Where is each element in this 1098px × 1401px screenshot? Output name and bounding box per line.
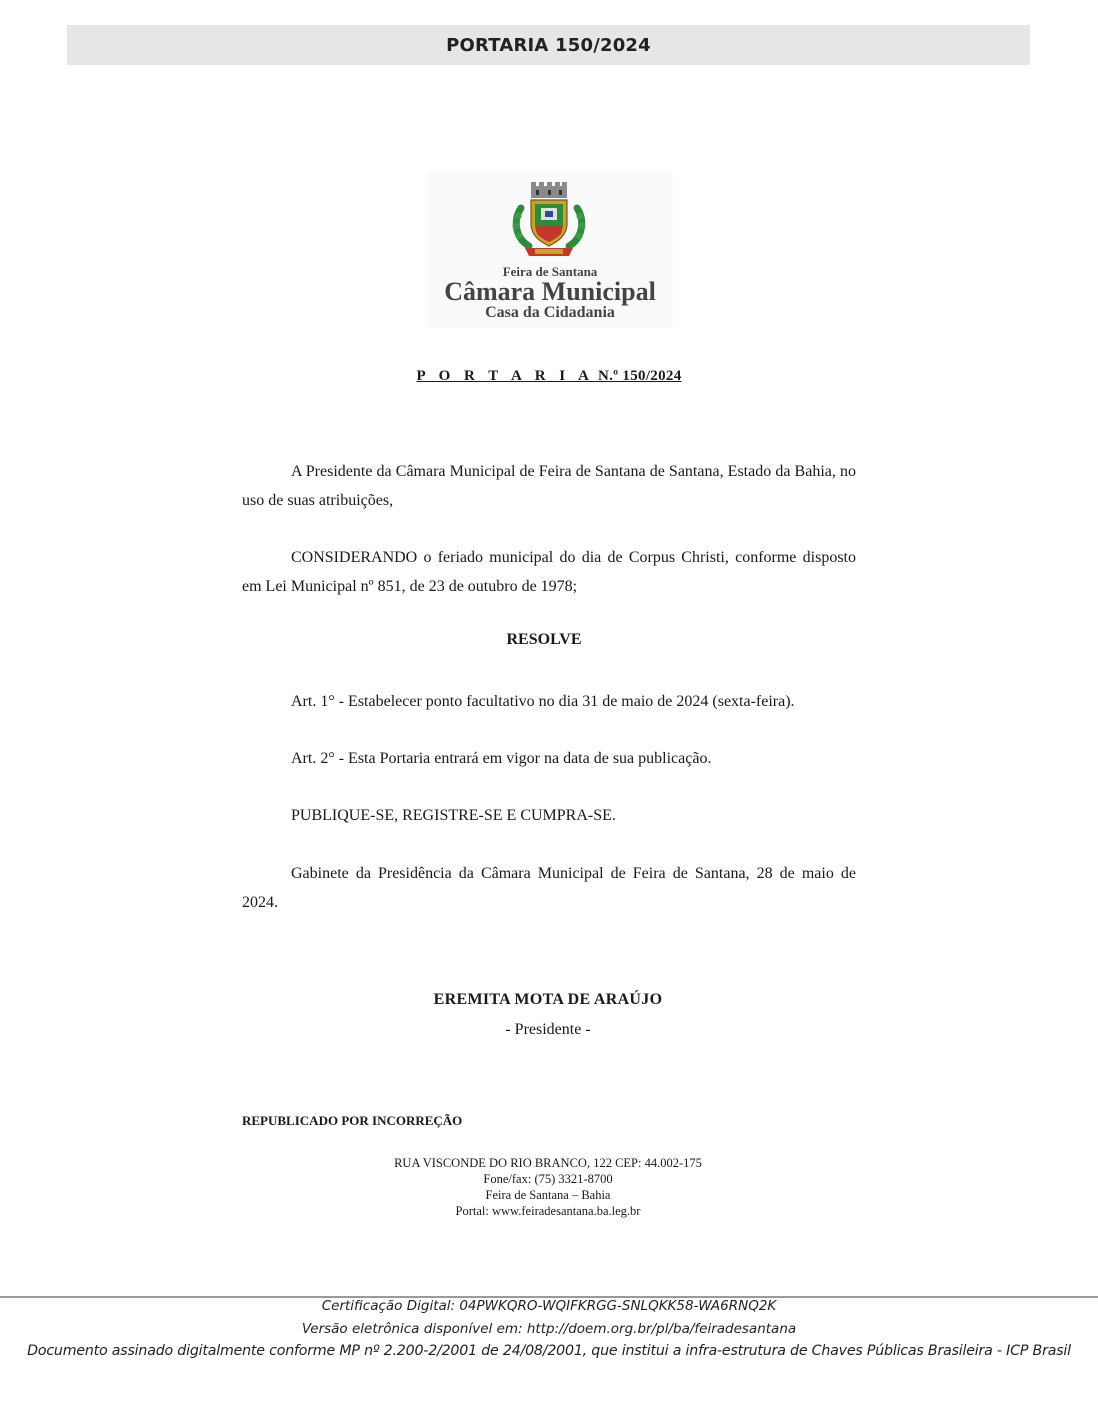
camara-logo — [427, 172, 673, 328]
address-block — [0, 1155, 1096, 1219]
document-title-number: N.º 150/2024 — [593, 368, 682, 384]
document-title — [0, 368, 1098, 385]
coat-of-arms-icon — [507, 180, 591, 260]
page-title: PORTARIA 150/2024 — [446, 34, 651, 56]
address-city: Feira de Santana – Bahia — [485, 1188, 611, 1202]
publique-line: PUBLIQUE-SE, REGISTRE-SE E CUMPRA-SE. — [291, 807, 616, 824]
considerando-paragraph: CONSIDERANDO o feriado municipal do dia de Corpus Christi, conforme disposto em Lei Municipal nº 851, de 23 de outubro de 1978; — [242, 549, 856, 595]
signer-role: - Presidente - — [505, 1021, 591, 1038]
address-phone: Fone/fax: (75) 3321-8700 — [483, 1172, 613, 1186]
footer-version-link[interactable]: Versão eletrônica disponível em: http://doem.org.br/pl/ba/feiradesantana — [301, 1321, 797, 1337]
article-1: Art. 1° - Estabelecer ponto facultativo no dia 31 de maio de 2024 (sexta-feira). — [291, 693, 795, 710]
resolve-heading: RESOLVE — [506, 631, 582, 648]
address-portal: Portal: www.feiradesantana.ba.leg.br — [455, 1204, 641, 1218]
header-bar — [67, 25, 1030, 65]
address-street: RUA VISCONDE DO RIO BRANCO, 122 CEP: 44.002-175 — [394, 1156, 702, 1170]
preamble-paragraph: A Presidente da Câmara Municipal de Feira de Santana de Santana, Estado da Bahia, no uso de suas atribuições, — [242, 463, 856, 509]
article-2: Art. 2° - Esta Portaria entrará em vigor na data de sua publicação. — [291, 750, 712, 767]
republication-note: REPUBLICADO POR INCORREÇÃO — [242, 1113, 463, 1128]
signer-name: EREMITA MOTA DE ARAÚJO — [433, 991, 663, 1008]
logo-city-name: Feira de Santana — [502, 264, 598, 279]
gabinete-paragraph: Gabinete da Presidência da Câmara Municipal de Feira de Santana, 28 de maio de 2024. — [242, 865, 856, 911]
logo-tagline: Casa da Cidadania — [485, 304, 615, 321]
document-title-word: P O R T A R I A — [416, 368, 594, 384]
footer-signature-notice: Documento assinado digitalmente conforme MP nº 2.200-2/2001 de 24/08/2001, que institui a infra-estrutura de Chaves Públicas Brasileira - ICP Brasil — [27, 1343, 1071, 1359]
logo-institution-name: Câmara Municipal — [444, 277, 656, 306]
footer-certification: Certificação Digital: 04PWKQRO-WQIFKRGG-SNLQKK58-WA6RNQ2K — [321, 1298, 777, 1314]
